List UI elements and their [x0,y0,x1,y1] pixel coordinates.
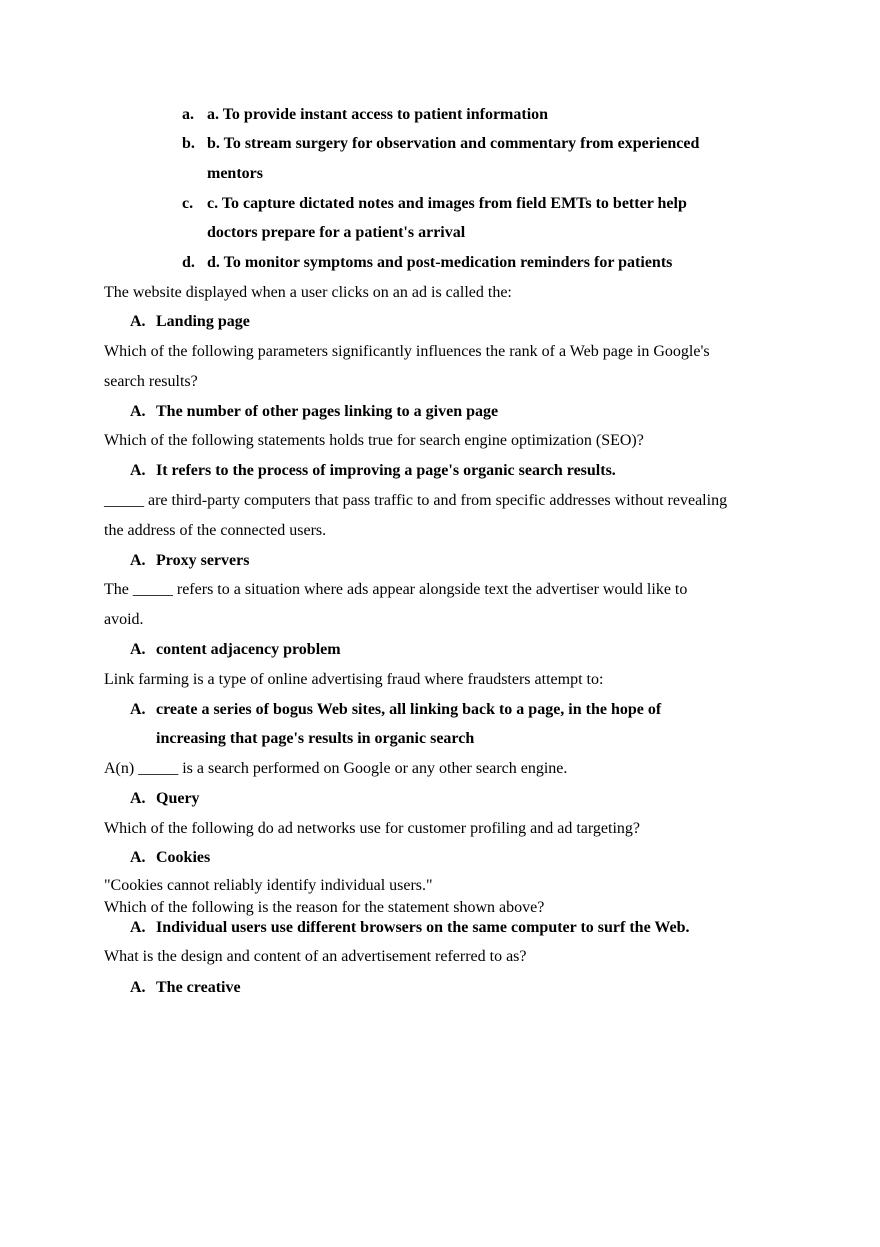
question-text: Which of the following parameters significantly influences the rank of a Web page in Google's [104,343,710,360]
question-text: Which of the following statements holds true for search engine optimization (SEO)? [104,432,644,449]
question-text: Which of the following is the reason for the statement shown above? [104,899,545,916]
question-text: Which of the following do ad networks use for customer profiling and ad targeting? [104,820,641,837]
option-text: b. To stream surgery for observation and commentary from experienced [207,135,700,152]
answer-text: increasing that page's results in organic search [156,730,475,747]
answer-text: The creative [156,979,241,996]
answer-letter: A. [130,701,146,718]
question-text: Link farming is a type of online advertising fraud where fraudsters attempt to: [104,671,604,688]
option-letter: c. [182,195,194,212]
answer-letter: A. [130,403,146,420]
answer-letter: A. [130,979,146,996]
question-text: _____ are third-party computers that pass traffic to and from specific addresses without revealing [104,492,728,509]
question-text: "Cookies cannot reliably identify individual users." [104,877,433,894]
answer-text: content adjacency problem [156,641,341,658]
answer-text: Query [156,790,200,807]
answer-text: create a series of bogus Web sites, all linking back to a page, in the hope of [156,701,662,718]
question-text: The website displayed when a user clicks on an ad is called the: [104,284,512,301]
question-text: the address of the connected users. [104,522,327,539]
answer-letter: A. [130,313,146,330]
option-text: mentors [207,165,263,182]
option-letter: d. [182,254,195,271]
answer-letter: A. [130,462,146,479]
answer-text: Cookies [156,849,211,866]
answer-letter: A. [130,790,146,807]
answer-letter: A. [130,641,146,658]
answer-text: Individual users use different browsers on the same computer to surf the Web. [156,919,690,936]
option-letter: a. [182,106,194,123]
question-text: What is the design and content of an advertisement referred to as? [104,948,527,965]
answer-text: It refers to the process of improving a page's organic search results. [156,462,616,479]
option-text: d. To monitor symptoms and post-medication reminders for patients [207,254,673,271]
question-text: search results? [104,373,198,390]
answer-letter: A. [130,552,146,569]
option-text: doctors prepare for a patient's arrival [207,224,466,241]
answer-letter: A. [130,849,146,866]
answer-text: The number of other pages linking to a given page [156,403,499,420]
question-text: A(n) _____ is a search performed on Google or any other search engine. [104,760,568,777]
answer-letter: A. [130,919,146,936]
option-letter: b. [182,135,195,152]
answer-text: Landing page [156,313,250,330]
question-text: The _____ refers to a situation where ads appear alongside text the advertiser would like to [104,581,688,598]
option-text: c. To capture dictated notes and images from field EMTs to better help [207,195,687,212]
option-text: a. To provide instant access to patient information [207,106,549,123]
answer-text: Proxy servers [156,552,250,569]
question-text: avoid. [104,611,144,628]
